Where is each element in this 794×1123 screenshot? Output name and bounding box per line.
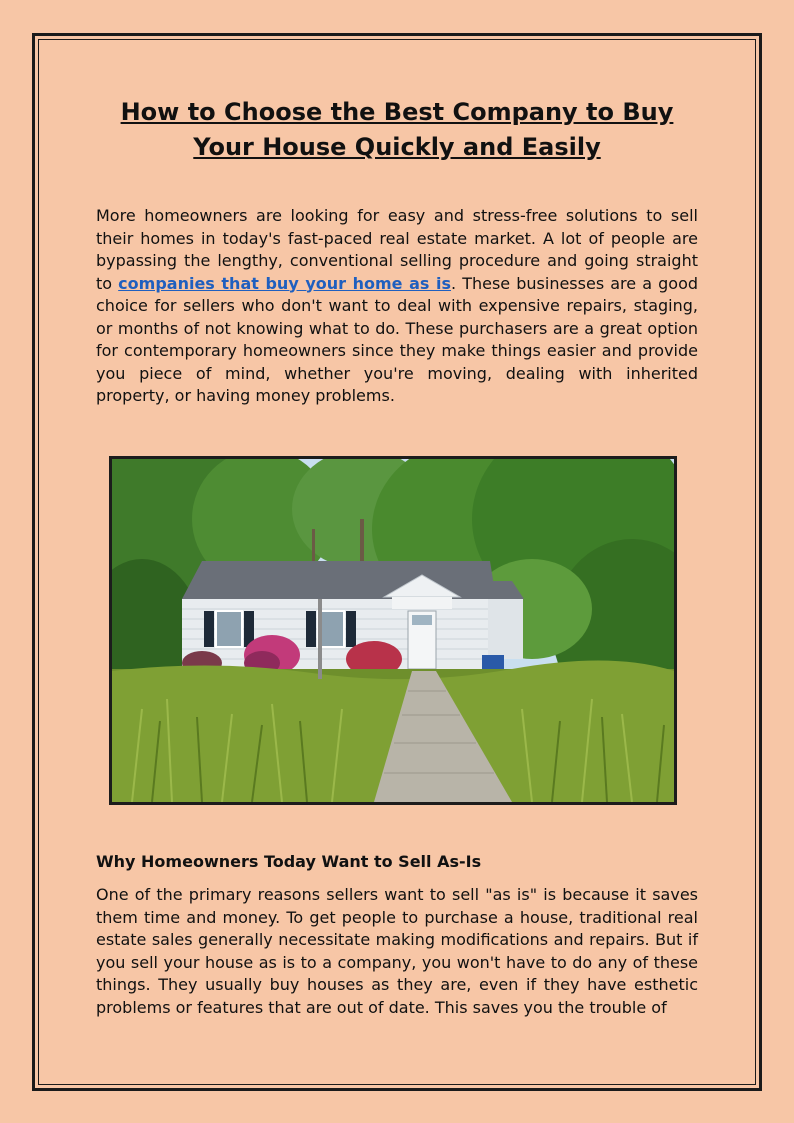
intro-text-start: More homeowners are looking for easy and stress-free solutions to sell their homes in today's fast-paced real estate market. A lot of people are bypassing the lengthy, conventional selling procedure and going straight to (96, 206, 698, 293)
intro-paragraph (96, 205, 698, 408)
intro-text-end: . These businesses are a good choice for sellers who don't want to deal with expensive repairs, staging, or months of not knowing what to do. These purchasers are a great option for contemporary homeowners since they make things easier and provide you piece of mind, whether you're moving, dealing with inherited property, or having money problems. (96, 273, 699, 405)
title-line-1: How to Choose the Best Company to Buy (120, 98, 674, 126)
section-paragraph-sell-as-is: One of the primary reasons sellers want to sell "as is" is because it saves them time and money. To get people to purchase a house, traditional real estate sales generally necessitate making modifications and repairs. But if you sell your house as is to a company, you won't have to do any of these things. They usually buy houses as they are, even if they have esthetic problems or features that are out of date. This saves you the trouble of (96, 885, 698, 1017)
page-title (96, 95, 698, 165)
companies-buy-home-link[interactable]: companies that buy your home as is (118, 273, 452, 293)
section-heading-sell-as-is: Why Homeowners Today Want to Sell As-Is (96, 852, 482, 871)
title-line-2: Your House Quickly and Easily (193, 133, 601, 161)
house-photo (109, 456, 677, 805)
